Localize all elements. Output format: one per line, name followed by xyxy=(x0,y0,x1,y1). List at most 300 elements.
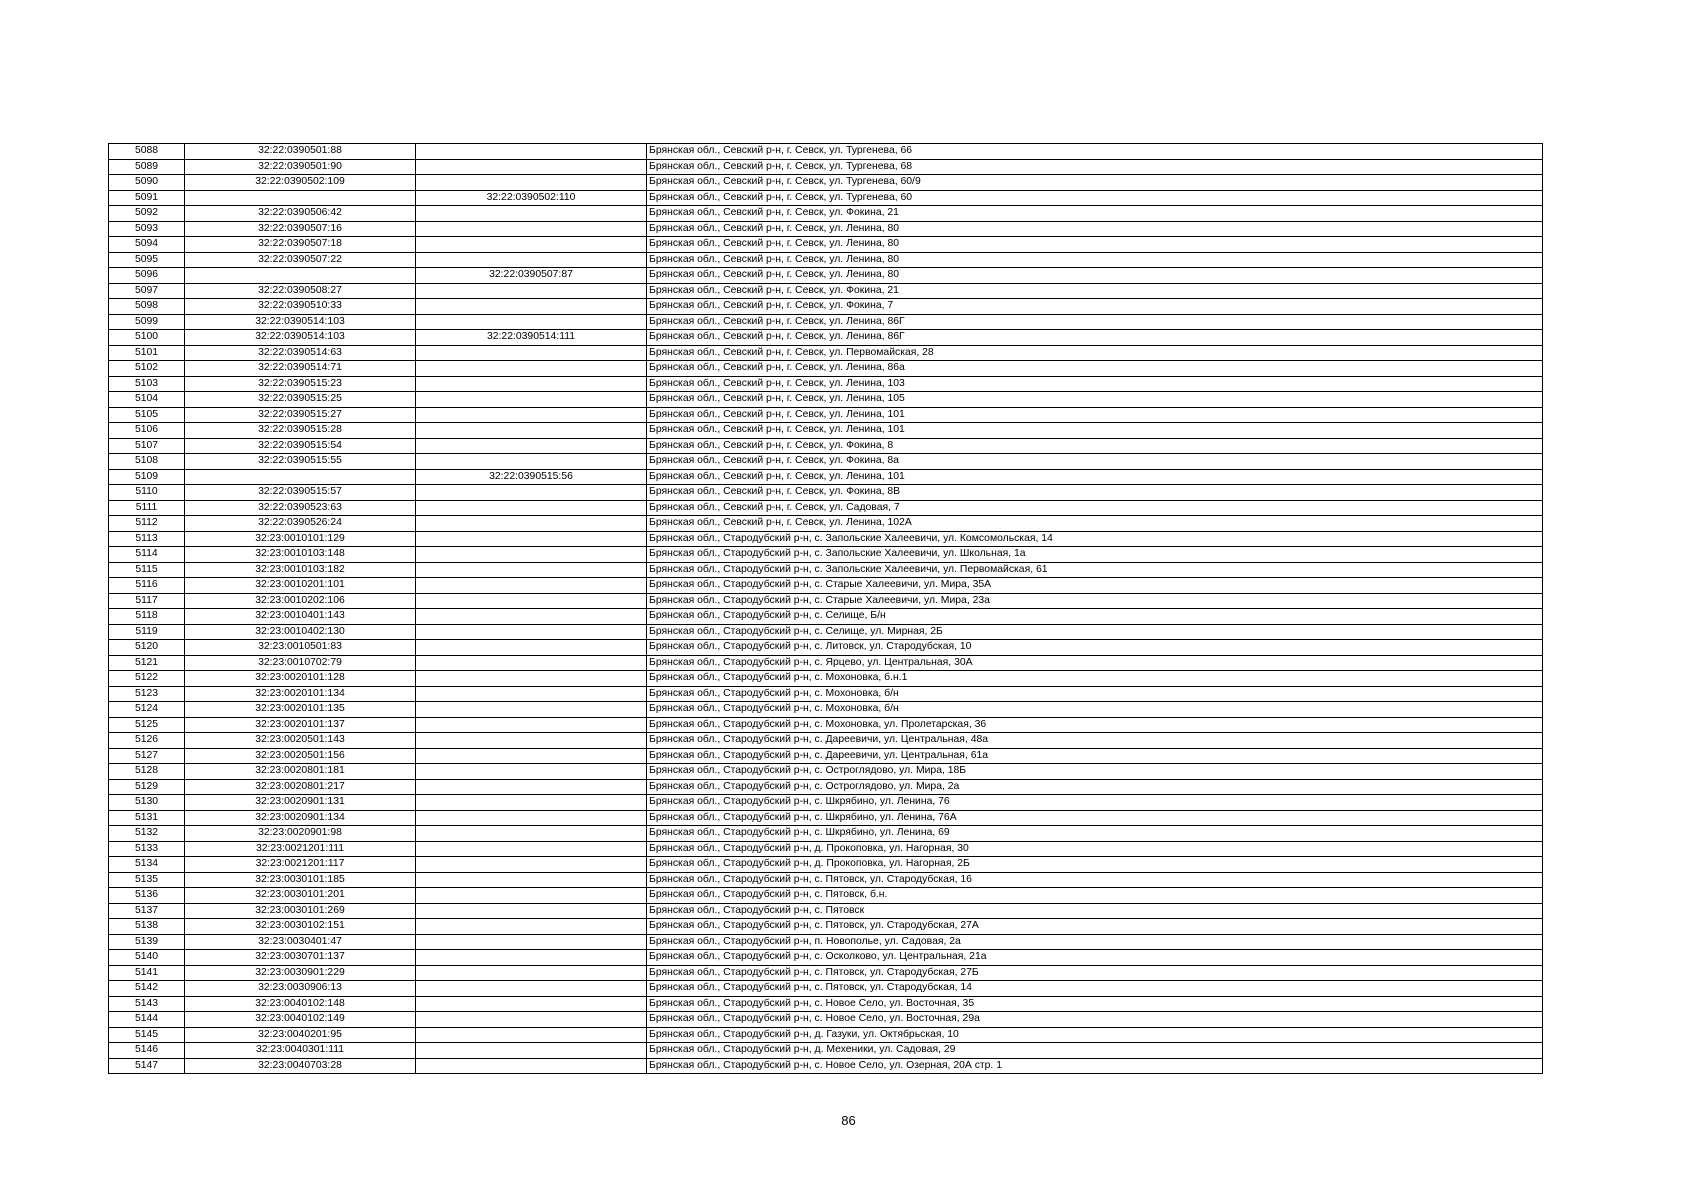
table-row xyxy=(109,314,1543,330)
row-number-cell: 5122 xyxy=(109,671,185,687)
cadastral-number-cell: 32:22:0390508:27 xyxy=(185,283,416,299)
table-row xyxy=(109,872,1543,888)
table-row xyxy=(109,779,1543,795)
row-number-cell: 5094 xyxy=(109,237,185,253)
row-number-cell: 5108 xyxy=(109,454,185,470)
row-number-cell: 5127 xyxy=(109,748,185,764)
address-cell: Брянская обл., Севский р-н, г. Севск, ул. Фокина, 8а xyxy=(647,454,1543,470)
linked-cadastral-number-cell xyxy=(416,934,647,950)
row-number-cell: 5117 xyxy=(109,593,185,609)
cadastral-number-cell: 32:23:0010702:79 xyxy=(185,655,416,671)
cadastral-number-cell: 32:23:0030906:13 xyxy=(185,981,416,997)
cadastral-number-cell: 32:22:0390514:63 xyxy=(185,345,416,361)
cadastral-number-cell xyxy=(185,469,416,485)
cadastral-number-cell: 32:23:0030101:269 xyxy=(185,903,416,919)
table-row xyxy=(109,547,1543,563)
row-number-cell: 5113 xyxy=(109,531,185,547)
table-row xyxy=(109,190,1543,206)
table-row xyxy=(109,252,1543,268)
row-number-cell: 5126 xyxy=(109,733,185,749)
linked-cadastral-number-cell xyxy=(416,314,647,330)
table-row xyxy=(109,159,1543,175)
address-cell: Брянская обл., Стародубский р-н, с. Селище, ул. Мирная, 2Б xyxy=(647,624,1543,640)
address-cell: Брянская обл., Севский р-н, г. Севск, ул. Ленина, 101 xyxy=(647,469,1543,485)
cadastral-number-cell: 32:23:0040102:148 xyxy=(185,996,416,1012)
linked-cadastral-number-cell xyxy=(416,283,647,299)
cadastral-number-cell: 32:22:0390515:23 xyxy=(185,376,416,392)
address-cell: Брянская обл., Севский р-н, г. Севск, ул. Тургенева, 68 xyxy=(647,159,1543,175)
linked-cadastral-number-cell xyxy=(416,764,647,780)
table-row xyxy=(109,841,1543,857)
linked-cadastral-number-cell xyxy=(416,175,647,191)
address-cell: Брянская обл., Севский р-н, г. Севск, ул. Ленина, 101 xyxy=(647,407,1543,423)
table-row xyxy=(109,934,1543,950)
linked-cadastral-number-cell xyxy=(416,671,647,687)
linked-cadastral-number-cell xyxy=(416,965,647,981)
address-cell: Брянская обл., Стародубский р-н, с. Осколково, ул. Центральная, 21а xyxy=(647,950,1543,966)
row-number-cell: 5147 xyxy=(109,1058,185,1074)
row-number-cell: 5103 xyxy=(109,376,185,392)
address-cell: Брянская обл., Стародубский р-н, с. Остроглядово, ул. Мира, 18Б xyxy=(647,764,1543,780)
address-cell: Брянская обл., Стародубский р-н, с. Новое Село, ул. Восточная, 29а xyxy=(647,1012,1543,1028)
cadastral-number-cell: 32:23:0020501:143 xyxy=(185,733,416,749)
table-row xyxy=(109,795,1543,811)
address-cell: Брянская обл., Севский р-н, г. Севск, ул. Ленина, 80 xyxy=(647,221,1543,237)
linked-cadastral-number-cell xyxy=(416,361,647,377)
table-row xyxy=(109,268,1543,284)
address-cell: Брянская обл., Севский р-н, г. Севск, ул. Тургенева, 60 xyxy=(647,190,1543,206)
table-row xyxy=(109,1058,1543,1074)
row-number-cell: 5109 xyxy=(109,469,185,485)
row-number-cell: 5090 xyxy=(109,175,185,191)
linked-cadastral-number-cell xyxy=(416,159,647,175)
linked-cadastral-number-cell xyxy=(416,593,647,609)
table-row xyxy=(109,361,1543,377)
cadastral-number-cell: 32:23:0020101:135 xyxy=(185,702,416,718)
row-number-cell: 5129 xyxy=(109,779,185,795)
cadastral-number-cell: 32:23:0010202:106 xyxy=(185,593,416,609)
row-number-cell: 5135 xyxy=(109,872,185,888)
cadastral-number-cell: 32:23:0020801:181 xyxy=(185,764,416,780)
table-row xyxy=(109,640,1543,656)
row-number-cell: 5139 xyxy=(109,934,185,950)
row-number-cell: 5141 xyxy=(109,965,185,981)
linked-cadastral-number-cell: 32:22:0390502:110 xyxy=(416,190,647,206)
linked-cadastral-number-cell xyxy=(416,624,647,640)
cadastral-number-cell: 32:23:0030101:201 xyxy=(185,888,416,904)
cadastral-number-cell: 32:22:0390515:25 xyxy=(185,392,416,408)
cadastral-number-cell: 32:23:0021201:111 xyxy=(185,841,416,857)
table-row xyxy=(109,919,1543,935)
address-cell: Брянская обл., Стародубский р-н, с. Шкрябино, ул. Ленина, 76 xyxy=(647,795,1543,811)
row-number-cell: 5143 xyxy=(109,996,185,1012)
address-cell: Брянская обл., Севский р-н, г. Севск, ул. Ленина, 86Г xyxy=(647,330,1543,346)
address-cell: Брянская обл., Стародубский р-н, с. Дареевичи, ул. Центральная, 61а xyxy=(647,748,1543,764)
address-cell: Брянская обл., Стародубский р-н, с. Мохоновка, б/н xyxy=(647,702,1543,718)
cadastral-number-cell: 32:22:0390514:71 xyxy=(185,361,416,377)
table-row xyxy=(109,392,1543,408)
address-cell: Брянская обл., Севский р-н, г. Севск, ул. Фокина, 21 xyxy=(647,206,1543,222)
linked-cadastral-number-cell xyxy=(416,345,647,361)
linked-cadastral-number-cell xyxy=(416,996,647,1012)
row-number-cell: 5110 xyxy=(109,485,185,501)
linked-cadastral-number-cell xyxy=(416,500,647,516)
table-row xyxy=(109,531,1543,547)
cadastral-number-cell: 32:22:0390514:103 xyxy=(185,314,416,330)
table-row xyxy=(109,516,1543,532)
row-number-cell: 5097 xyxy=(109,283,185,299)
address-cell: Брянская обл., Севский р-н, г. Севск, ул. Садовая, 7 xyxy=(647,500,1543,516)
cadastral-number-cell: 32:23:0040201:95 xyxy=(185,1027,416,1043)
row-number-cell: 5093 xyxy=(109,221,185,237)
table-row xyxy=(109,826,1543,842)
address-cell: Брянская обл., Стародубский р-н, с. Мохоновка, ул. Пролетарская, 36 xyxy=(647,717,1543,733)
linked-cadastral-number-cell xyxy=(416,888,647,904)
linked-cadastral-number-cell xyxy=(416,717,647,733)
address-cell: Брянская обл., Стародубский р-н, д. Мехеники, ул. Садовая, 29 xyxy=(647,1043,1543,1059)
address-cell: Брянская обл., Севский р-н, г. Севск, ул. Ленина, 86Г xyxy=(647,314,1543,330)
address-cell: Брянская обл., Стародубский р-н, с. Старые Халеевичи, ул. Мира, 35А xyxy=(647,578,1543,594)
address-cell: Брянская обл., Севский р-н, г. Севск, ул. Тургенева, 66 xyxy=(647,144,1543,160)
address-cell: Брянская обл., Севский р-н, г. Севск, ул. Первомайская, 28 xyxy=(647,345,1543,361)
cadastral-number-cell: 32:23:0020101:128 xyxy=(185,671,416,687)
linked-cadastral-number-cell xyxy=(416,1043,647,1059)
row-number-cell: 5137 xyxy=(109,903,185,919)
cadastral-number-cell: 32:23:0040102:149 xyxy=(185,1012,416,1028)
linked-cadastral-number-cell xyxy=(416,1027,647,1043)
linked-cadastral-number-cell: 32:22:0390507:87 xyxy=(416,268,647,284)
linked-cadastral-number-cell xyxy=(416,454,647,470)
row-number-cell: 5120 xyxy=(109,640,185,656)
cadastral-number-cell: 32:23:0020901:134 xyxy=(185,810,416,826)
address-cell: Брянская обл., Стародубский р-н, с. Пятовск, б.н. xyxy=(647,888,1543,904)
cadastral-number-cell: 32:23:0030701:137 xyxy=(185,950,416,966)
row-number-cell: 5092 xyxy=(109,206,185,222)
linked-cadastral-number-cell: 32:22:0390515:56 xyxy=(416,469,647,485)
linked-cadastral-number-cell xyxy=(416,826,647,842)
linked-cadastral-number-cell xyxy=(416,578,647,594)
table-row xyxy=(109,950,1543,966)
row-number-cell: 5096 xyxy=(109,268,185,284)
linked-cadastral-number-cell xyxy=(416,903,647,919)
linked-cadastral-number-cell xyxy=(416,423,647,439)
cadastral-number-cell: 32:22:0390515:28 xyxy=(185,423,416,439)
table-row xyxy=(109,562,1543,578)
address-cell: Брянская обл., Стародубский р-н, с. Мохоновка, б.н.1 xyxy=(647,671,1543,687)
table-row xyxy=(109,609,1543,625)
row-number-cell: 5101 xyxy=(109,345,185,361)
row-number-cell: 5146 xyxy=(109,1043,185,1059)
cadastral-number-cell: 32:22:0390514:103 xyxy=(185,330,416,346)
linked-cadastral-number-cell xyxy=(416,516,647,532)
table-row xyxy=(109,593,1543,609)
cadastral-number-cell xyxy=(185,268,416,284)
linked-cadastral-number-cell xyxy=(416,609,647,625)
table-row xyxy=(109,330,1543,346)
row-number-cell: 5100 xyxy=(109,330,185,346)
linked-cadastral-number-cell xyxy=(416,795,647,811)
row-number-cell: 5115 xyxy=(109,562,185,578)
row-number-cell: 5104 xyxy=(109,392,185,408)
table-row xyxy=(109,733,1543,749)
address-cell: Брянская обл., Стародубский р-н, с. Запольские Халеевичи, ул. Комсомольская, 14 xyxy=(647,531,1543,547)
address-cell: Брянская обл., Севский р-н, г. Севск, ул. Ленина, 80 xyxy=(647,252,1543,268)
cadastral-number-cell: 32:22:0390515:55 xyxy=(185,454,416,470)
linked-cadastral-number-cell xyxy=(416,1058,647,1074)
cadastral-number-cell: 32:23:0040703:28 xyxy=(185,1058,416,1074)
address-cell: Брянская обл., Севский р-н, г. Севск, ул. Ленина, 105 xyxy=(647,392,1543,408)
table-row xyxy=(109,299,1543,315)
cadastral-number-cell: 32:22:0390507:22 xyxy=(185,252,416,268)
linked-cadastral-number-cell: 32:22:0390514:111 xyxy=(416,330,647,346)
table-row xyxy=(109,423,1543,439)
row-number-cell: 5088 xyxy=(109,144,185,160)
cadastral-number-cell: 32:22:0390515:54 xyxy=(185,438,416,454)
address-cell: Брянская обл., Стародубский р-н, д. Газуки, ул. Октябрьская, 10 xyxy=(647,1027,1543,1043)
table-row xyxy=(109,965,1543,981)
address-cell: Брянская обл., Севский р-н, г. Севск, ул. Ленина, 86а xyxy=(647,361,1543,377)
table-row xyxy=(109,454,1543,470)
linked-cadastral-number-cell xyxy=(416,733,647,749)
cadastral-number-cell: 32:23:0010103:148 xyxy=(185,547,416,563)
row-number-cell: 5119 xyxy=(109,624,185,640)
cadastral-number-cell: 32:22:0390501:90 xyxy=(185,159,416,175)
cadastral-number-cell: 32:23:0020901:98 xyxy=(185,826,416,842)
row-number-cell: 5138 xyxy=(109,919,185,935)
linked-cadastral-number-cell xyxy=(416,702,647,718)
address-cell: Брянская обл., Стародубский р-н, п. Новополье, ул. Садовая, 2а xyxy=(647,934,1543,950)
linked-cadastral-number-cell xyxy=(416,221,647,237)
table-row xyxy=(109,500,1543,516)
row-number-cell: 5106 xyxy=(109,423,185,439)
address-cell: Брянская обл., Севский р-н, г. Севск, ул. Фокина, 8В xyxy=(647,485,1543,501)
linked-cadastral-number-cell xyxy=(416,206,647,222)
row-number-cell: 5099 xyxy=(109,314,185,330)
address-cell: Брянская обл., Стародубский р-н, с. Литовск, ул. Стародубская, 10 xyxy=(647,640,1543,656)
row-number-cell: 5107 xyxy=(109,438,185,454)
registry-table xyxy=(108,143,1543,1074)
address-cell: Брянская обл., Севский р-н, г. Севск, ул. Фокина, 8 xyxy=(647,438,1543,454)
linked-cadastral-number-cell xyxy=(416,810,647,826)
table-row xyxy=(109,469,1543,485)
table-row xyxy=(109,1043,1543,1059)
cadastral-number-cell: 32:23:0020801:217 xyxy=(185,779,416,795)
address-cell: Брянская обл., Стародубский р-н, с. Пятовск, ул. Стародубская, 27А xyxy=(647,919,1543,935)
page-number: 86 xyxy=(841,1113,856,1128)
address-cell: Брянская обл., Севский р-н, г. Севск, ул. Ленина, 80 xyxy=(647,268,1543,284)
row-number-cell: 5091 xyxy=(109,190,185,206)
table-row xyxy=(109,888,1543,904)
row-number-cell: 5145 xyxy=(109,1027,185,1043)
table-row xyxy=(109,175,1543,191)
linked-cadastral-number-cell xyxy=(416,376,647,392)
linked-cadastral-number-cell xyxy=(416,562,647,578)
table-row xyxy=(109,485,1543,501)
address-cell: Брянская обл., Стародубский р-н, с. Старые Халеевичи, ул. Мира, 23а xyxy=(647,593,1543,609)
row-number-cell: 5132 xyxy=(109,826,185,842)
registry-body xyxy=(109,144,1543,1074)
cadastral-number-cell: 32:22:0390515:27 xyxy=(185,407,416,423)
table-row xyxy=(109,376,1543,392)
table-row xyxy=(109,345,1543,361)
row-number-cell: 5142 xyxy=(109,981,185,997)
row-number-cell: 5134 xyxy=(109,857,185,873)
row-number-cell: 5128 xyxy=(109,764,185,780)
cadastral-number-cell: 32:23:0010401:143 xyxy=(185,609,416,625)
row-number-cell: 5114 xyxy=(109,547,185,563)
address-cell: Брянская обл., Севский р-н, г. Севск, ул. Фокина, 7 xyxy=(647,299,1543,315)
table-row xyxy=(109,206,1543,222)
table-row xyxy=(109,144,1543,160)
table-row xyxy=(109,996,1543,1012)
table-row xyxy=(109,438,1543,454)
address-cell: Брянская обл., Стародубский р-н, с. Мохоновка, б/н xyxy=(647,686,1543,702)
linked-cadastral-number-cell xyxy=(416,531,647,547)
cadastral-number-cell: 32:23:0010501:83 xyxy=(185,640,416,656)
linked-cadastral-number-cell xyxy=(416,299,647,315)
linked-cadastral-number-cell xyxy=(416,252,647,268)
table-row xyxy=(109,981,1543,997)
address-cell: Брянская обл., Стародубский р-н, с. Пятовск, ул. Стародубская, 27Б xyxy=(647,965,1543,981)
cadastral-number-cell: 32:23:0030101:185 xyxy=(185,872,416,888)
address-cell: Брянская обл., Стародубский р-н, с. Новое Село, ул. Восточная, 35 xyxy=(647,996,1543,1012)
table-row xyxy=(109,810,1543,826)
row-number-cell: 5136 xyxy=(109,888,185,904)
cadastral-number-cell: 32:23:0020101:134 xyxy=(185,686,416,702)
linked-cadastral-number-cell xyxy=(416,640,647,656)
table-row xyxy=(109,686,1543,702)
linked-cadastral-number-cell xyxy=(416,237,647,253)
cadastral-number-cell: 32:23:0030901:229 xyxy=(185,965,416,981)
table-row xyxy=(109,283,1543,299)
linked-cadastral-number-cell xyxy=(416,144,647,160)
cadastral-number-cell: 32:23:0020101:137 xyxy=(185,717,416,733)
address-cell: Брянская обл., Стародубский р-н, с. Селище, Б/н xyxy=(647,609,1543,625)
linked-cadastral-number-cell xyxy=(416,950,647,966)
linked-cadastral-number-cell xyxy=(416,547,647,563)
address-cell: Брянская обл., Стародубский р-н, с. Пятовск xyxy=(647,903,1543,919)
linked-cadastral-number-cell xyxy=(416,1012,647,1028)
table-row xyxy=(109,237,1543,253)
table-row xyxy=(109,221,1543,237)
row-number-cell: 5124 xyxy=(109,702,185,718)
cadastral-number-cell: 32:22:0390515:57 xyxy=(185,485,416,501)
row-number-cell: 5131 xyxy=(109,810,185,826)
linked-cadastral-number-cell xyxy=(416,392,647,408)
cadastral-number-cell: 32:22:0390510:33 xyxy=(185,299,416,315)
address-cell: Брянская обл., Стародубский р-н, с. Ярцево, ул. Центральная, 30А xyxy=(647,655,1543,671)
table-row xyxy=(109,578,1543,594)
table-row xyxy=(109,655,1543,671)
row-number-cell: 5133 xyxy=(109,841,185,857)
address-cell: Брянская обл., Стародубский р-н, д. Прокоповка, ул. Нагорная, 30 xyxy=(647,841,1543,857)
row-number-cell: 5089 xyxy=(109,159,185,175)
row-number-cell: 5095 xyxy=(109,252,185,268)
cadastral-number-cell: 32:22:0390506:42 xyxy=(185,206,416,222)
address-cell: Брянская обл., Стародубский р-н, д. Прокоповка, ул. Нагорная, 2Б xyxy=(647,857,1543,873)
linked-cadastral-number-cell xyxy=(416,857,647,873)
address-cell: Брянская обл., Стародубский р-н, с. Запольские Халеевичи, ул. Первомайская, 61 xyxy=(647,562,1543,578)
linked-cadastral-number-cell xyxy=(416,438,647,454)
linked-cadastral-number-cell xyxy=(416,485,647,501)
address-cell: Брянская обл., Севский р-н, г. Севск, ул. Ленина, 101 xyxy=(647,423,1543,439)
address-cell: Брянская обл., Севский р-н, г. Севск, ул. Тургенева, 60/9 xyxy=(647,175,1543,191)
cadastral-number-cell: 32:23:0021201:117 xyxy=(185,857,416,873)
table-row xyxy=(109,764,1543,780)
cadastral-number-cell: 32:22:0390523:63 xyxy=(185,500,416,516)
address-cell: Брянская обл., Стародубский р-н, с. Пятовск, ул. Стародубская, 14 xyxy=(647,981,1543,997)
row-number-cell: 5140 xyxy=(109,950,185,966)
linked-cadastral-number-cell xyxy=(416,686,647,702)
table-row xyxy=(109,1027,1543,1043)
cadastral-number-cell: 32:22:0390507:16 xyxy=(185,221,416,237)
address-cell: Брянская обл., Севский р-н, г. Севск, ул. Ленина, 80 xyxy=(647,237,1543,253)
table-row xyxy=(109,903,1543,919)
row-number-cell: 5116 xyxy=(109,578,185,594)
linked-cadastral-number-cell xyxy=(416,919,647,935)
linked-cadastral-number-cell xyxy=(416,841,647,857)
row-number-cell: 5123 xyxy=(109,686,185,702)
address-cell: Брянская обл., Стародубский р-н, с. Запольские Халеевичи, ул. Школьная, 1а xyxy=(647,547,1543,563)
cadastral-number-cell: 32:23:0020901:131 xyxy=(185,795,416,811)
cadastral-number-cell: 32:22:0390526:24 xyxy=(185,516,416,532)
linked-cadastral-number-cell xyxy=(416,655,647,671)
address-cell: Брянская обл., Стародубский р-н, с. Дареевичи, ул. Центральная, 48а xyxy=(647,733,1543,749)
row-number-cell: 5125 xyxy=(109,717,185,733)
row-number-cell: 5111 xyxy=(109,500,185,516)
table-row xyxy=(109,857,1543,873)
address-cell: Брянская обл., Севский р-н, г. Севск, ул. Фокина, 21 xyxy=(647,283,1543,299)
address-cell: Брянская обл., Стародубский р-н, с. Остроглядово, ул. Мира, 2а xyxy=(647,779,1543,795)
linked-cadastral-number-cell xyxy=(416,407,647,423)
cadastral-number-cell: 32:23:0010103:182 xyxy=(185,562,416,578)
address-cell: Брянская обл., Стародубский р-н, с. Шкрябино, ул. Ленина, 76А xyxy=(647,810,1543,826)
row-number-cell: 5121 xyxy=(109,655,185,671)
cadastral-number-cell: 32:22:0390501:88 xyxy=(185,144,416,160)
cadastral-number-cell: 32:22:0390502:109 xyxy=(185,175,416,191)
address-cell: Брянская обл., Севский р-н, г. Севск, ул. Ленина, 102А xyxy=(647,516,1543,532)
row-number-cell: 5130 xyxy=(109,795,185,811)
cadastral-number-cell: 32:23:0020501:156 xyxy=(185,748,416,764)
table-row xyxy=(109,1012,1543,1028)
table-row xyxy=(109,717,1543,733)
address-cell: Брянская обл., Севский р-н, г. Севск, ул. Ленина, 103 xyxy=(647,376,1543,392)
row-number-cell: 5105 xyxy=(109,407,185,423)
table-row xyxy=(109,702,1543,718)
row-number-cell: 5112 xyxy=(109,516,185,532)
cadastral-number-cell: 32:23:0030401:47 xyxy=(185,934,416,950)
linked-cadastral-number-cell xyxy=(416,981,647,997)
linked-cadastral-number-cell xyxy=(416,872,647,888)
table-row xyxy=(109,671,1543,687)
cadastral-number-cell xyxy=(185,190,416,206)
row-number-cell: 5118 xyxy=(109,609,185,625)
linked-cadastral-number-cell xyxy=(416,779,647,795)
cadastral-number-cell: 32:23:0040301:111 xyxy=(185,1043,416,1059)
table-row xyxy=(109,624,1543,640)
row-number-cell: 5098 xyxy=(109,299,185,315)
address-cell: Брянская обл., Стародубский р-н, с. Шкрябино, ул. Ленина, 69 xyxy=(647,826,1543,842)
address-cell: Брянская обл., Стародубский р-н, с. Пятовск, ул. Стародубская, 16 xyxy=(647,872,1543,888)
cadastral-number-cell: 32:22:0390507:18 xyxy=(185,237,416,253)
table-row xyxy=(109,407,1543,423)
cadastral-number-cell: 32:23:0010402:130 xyxy=(185,624,416,640)
cadastral-number-cell: 32:23:0010201:101 xyxy=(185,578,416,594)
cadastral-number-cell: 32:23:0010101:129 xyxy=(185,531,416,547)
address-cell: Брянская обл., Стародубский р-н, с. Новое Село, ул. Озерная, 20А стр. 1 xyxy=(647,1058,1543,1074)
table-row xyxy=(109,748,1543,764)
linked-cadastral-number-cell xyxy=(416,748,647,764)
